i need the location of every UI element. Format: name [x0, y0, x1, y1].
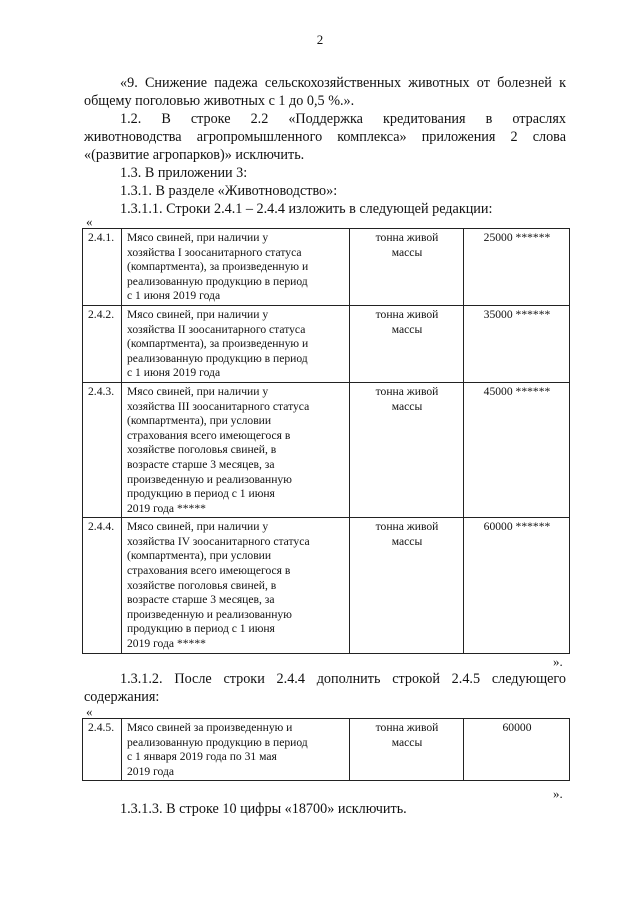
description-line: Мясо свиней, при наличии у — [127, 307, 269, 321]
row-unit — [350, 518, 464, 653]
description-line: с 1 июня 2019 года — [127, 289, 221, 303]
unit-line: массы — [391, 735, 423, 749]
page-number: 2 — [316, 32, 324, 47]
paragraph-1-3: 1.3. В приложении 3: — [120, 165, 248, 181]
description-line: возрасте старше 3 месяцев, за — [127, 457, 275, 471]
paragraph-1-2-line-1: 1.2. В строке 2.2 «Поддержка кредитования в отраслях — [120, 111, 566, 127]
description-line: хозяйства II зоосанитарного статуса — [127, 322, 306, 336]
description-line: (компартмента), при условии — [127, 414, 272, 428]
description-line: Мясо свиней, при наличии у — [127, 384, 269, 398]
row-code: 2.4.4. — [83, 518, 122, 653]
opening-quote: « — [86, 214, 93, 229]
description-line: продукцию в период с 1 июня — [127, 622, 275, 636]
description-line: 2019 года — [127, 764, 175, 778]
description-line: Мясо свиней, при наличии у — [127, 231, 269, 244]
description-line: страхования всего имеющегося в — [127, 564, 291, 578]
row-value: 60000 — [464, 719, 570, 781]
unit-line: тонна живой — [375, 307, 439, 321]
description-line: с 1 июня 2019 года — [127, 366, 221, 380]
description-line: (компартмента), за произведенную и — [127, 337, 309, 351]
description-line: (компартмента), при условии — [127, 549, 272, 563]
row-code: 2.4.1. — [83, 229, 122, 306]
description-line: возрасте старше 3 месяцев, за — [127, 593, 275, 607]
unit-line: массы — [391, 322, 423, 336]
description-line: Мясо свиней, при наличии у — [127, 520, 269, 534]
row-description — [122, 719, 350, 781]
unit-line: массы — [391, 399, 423, 413]
closing-quote: ». — [553, 654, 563, 669]
description-line: произведенную и реализованную — [127, 472, 292, 486]
unit-line: массы — [391, 534, 423, 548]
row-description — [122, 382, 350, 517]
unit-line: тонна живой — [375, 384, 439, 398]
row-value: 35000 ****** — [464, 305, 570, 382]
description-line: произведенную и реализованную — [127, 607, 292, 621]
row-description — [122, 518, 350, 653]
description-line: Мясо свиней за произведенную и — [127, 721, 293, 734]
description-line: реализованную продукцию в период — [127, 351, 308, 365]
description-line: хозяйства IV зоосанитарного статуса — [127, 534, 310, 548]
description-line: 2019 года ***** — [127, 501, 206, 515]
description-line: 2019 года ***** — [127, 637, 206, 651]
unit-line: тонна живой — [375, 721, 439, 734]
paragraph-1-2-line-2: животноводства агропромышленного комплекса» приложения 2 слова — [84, 129, 566, 145]
row-code: 2.4.3. — [83, 382, 122, 517]
description-line: реализованную продукцию в период — [127, 735, 308, 749]
closing-quote-2: ». — [553, 786, 563, 801]
table-row — [83, 719, 570, 781]
row-value: 60000 ****** — [464, 518, 570, 653]
paragraph-1-3-1-2-line-2: содержания: — [84, 689, 160, 705]
row-unit — [350, 719, 464, 781]
description-line: хозяйства I зоосанитарного статуса — [127, 245, 302, 259]
rates-table — [82, 228, 570, 654]
description-line: реализованную продукцию в период — [127, 274, 308, 288]
description-line: страхования всего имеющегося в — [127, 428, 291, 442]
row-code: 2.4.2. — [83, 305, 122, 382]
description-line: с 1 января 2019 года по 31 мая — [127, 750, 277, 764]
description-line: хозяйства III зоосанитарного статуса — [127, 399, 310, 413]
row-unit — [350, 229, 464, 306]
paragraph-1-3-1-1: 1.3.1.1. Строки 2.4.1 – 2.4.4 изложить в следующей редакции: — [120, 201, 493, 217]
opening-quote-2: « — [86, 704, 93, 719]
description-line: хозяйстве поголовья свиней, в — [127, 578, 277, 592]
row-unit — [350, 305, 464, 382]
description-line: продукцию в период с 1 июня — [127, 487, 275, 501]
description-line: хозяйстве поголовья свиней, в — [127, 443, 277, 457]
row-value: 25000 ****** — [464, 229, 570, 306]
row-value: 45000 ****** — [464, 382, 570, 517]
row-unit — [350, 382, 464, 517]
table-row — [83, 229, 570, 306]
table-row — [83, 518, 570, 653]
row-description — [122, 229, 350, 306]
paragraph-1-2-line-3: «(развитие агропарков)» исключить. — [84, 147, 305, 163]
new-row-table — [82, 718, 570, 781]
paragraph-1-3-1-2-line-1: 1.3.1.2. После строки 2.4.4 дополнить строкой 2.4.5 следующего — [120, 671, 566, 687]
paragraph-9-line-2: общему поголовью животных с 1 до 0,5 %.». — [84, 93, 355, 109]
table-row — [83, 382, 570, 517]
unit-line: тонна живой — [375, 231, 439, 244]
unit-line: тонна живой — [375, 520, 439, 534]
paragraph-1-3-1-3: 1.3.1.3. В строке 10 цифры «18700» исключить. — [120, 801, 407, 817]
description-line: (компартмента), за произведенную и — [127, 260, 309, 274]
unit-line: массы — [391, 245, 423, 259]
paragraph-9-line-1: «9. Снижение падежа сельскохозяйственных животных от болезней к — [120, 75, 566, 91]
row-code: 2.4.5. — [83, 719, 122, 781]
row-description — [122, 305, 350, 382]
table-row — [83, 305, 570, 382]
paragraph-1-3-1: 1.3.1. В разделе «Животноводство»: — [120, 183, 338, 199]
